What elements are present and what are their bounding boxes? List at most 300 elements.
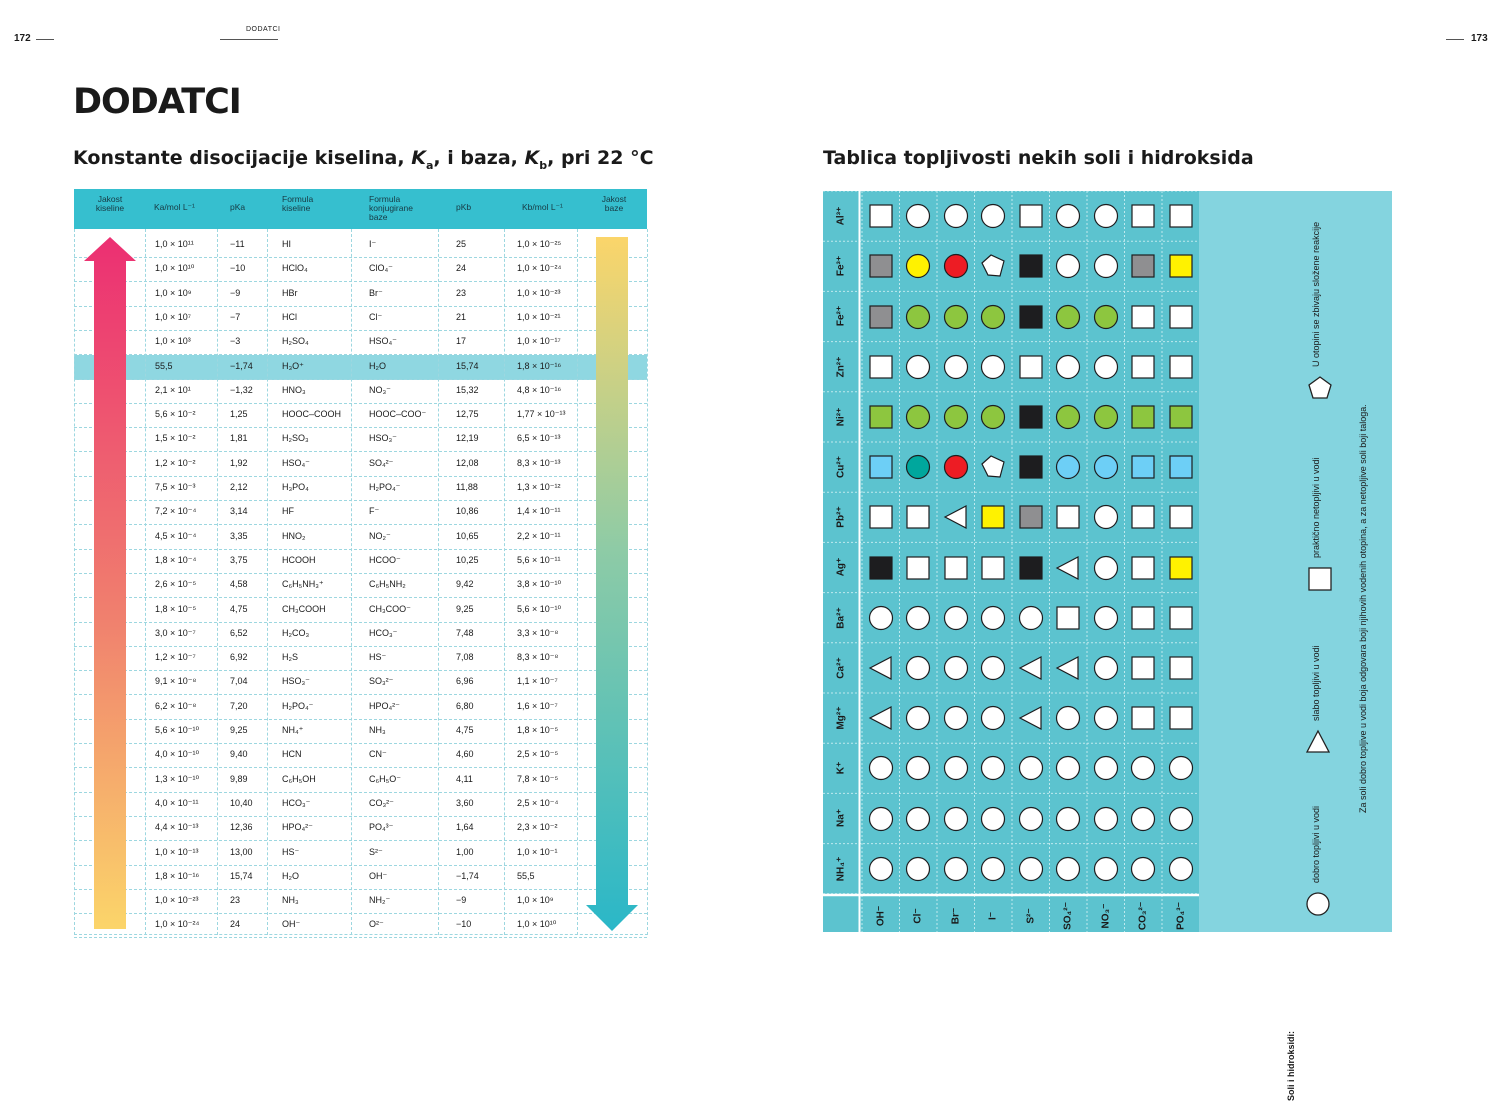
square-icon: [1168, 253, 1194, 279]
circle-icon: [980, 203, 1006, 229]
table-cell: NH₃: [282, 895, 299, 906]
circle-icon: [1055, 253, 1081, 279]
circle-icon: [1093, 354, 1119, 380]
circle-icon: [868, 856, 894, 882]
table-cell: HBr: [282, 287, 298, 298]
anion-label: Cl⁻: [912, 908, 924, 924]
table-cell: CH₃COOH: [282, 603, 326, 614]
table-cell: 4,4 × 10⁻¹³: [155, 822, 199, 833]
table-cell: −1,32: [230, 384, 253, 395]
table-cell: 9,1 × 10⁻⁸: [155, 676, 197, 687]
table-cell: HCO₃⁻: [369, 627, 398, 638]
table-cell: 1,81: [230, 433, 248, 444]
circle-icon: [1018, 806, 1044, 832]
square-icon: [1130, 404, 1156, 430]
table-cell: H₂SO₃: [282, 433, 309, 444]
cation-label: Ni²⁺: [835, 407, 847, 427]
circle-icon: [1055, 856, 1081, 882]
col-pkb: pKb: [456, 202, 472, 212]
circle-icon: [1093, 253, 1119, 279]
table-cell: NH₄⁺: [282, 725, 304, 735]
circle-icon: [1055, 304, 1081, 330]
table-cell: 1,0 × 10¹⁰: [155, 263, 195, 274]
table-cell: H₂O: [369, 360, 386, 371]
cation-label: Fe³⁺: [835, 256, 847, 277]
table-cell: 1,1 × 10⁻⁷: [517, 676, 558, 687]
right-page-rule: [1446, 39, 1464, 40]
anion-label: CO₃²⁻: [1137, 901, 1149, 931]
square-icon: [868, 555, 894, 581]
square-icon: [1018, 454, 1044, 480]
table-cell: 15,74: [456, 360, 479, 371]
circle-icon: [943, 655, 969, 681]
table-cell: 1,2 × 10⁻⁷: [155, 652, 196, 663]
base-strength-arrow: [584, 237, 640, 931]
circle-icon: [980, 655, 1006, 681]
table-cell: HNO₂: [282, 530, 306, 541]
cation-label: Pb²⁺: [835, 506, 847, 528]
pentagon-icon: [980, 454, 1006, 480]
square-icon: [1130, 454, 1156, 480]
square-icon: [1018, 354, 1044, 380]
square-icon: [1130, 504, 1156, 530]
legend-triangle-icon: [1305, 729, 1331, 755]
table-cell: 13,00: [230, 846, 253, 857]
square-icon: [1168, 304, 1194, 330]
circle-icon: [905, 454, 931, 480]
circle-icon: [905, 705, 931, 731]
triangle-icon: [1018, 655, 1044, 681]
table-cell: H₂O: [282, 870, 299, 881]
circle-icon: [1093, 856, 1119, 882]
table-cell: 15,32: [456, 384, 479, 395]
table-cell: 2,5 × 10⁻⁴: [517, 797, 559, 808]
table-cell: 1,4 × 10⁻¹¹: [517, 506, 561, 517]
table-cell: HCO₃⁻: [282, 797, 311, 808]
square-icon: [1130, 555, 1156, 581]
anion-label: OH⁻: [875, 905, 886, 927]
circle-icon: [943, 856, 969, 882]
square-icon: [1018, 253, 1044, 279]
cation-label: NH₄⁺: [835, 856, 847, 881]
table-cell: CN⁻: [369, 749, 387, 760]
circle-icon: [868, 755, 894, 781]
running-head: DODATCI: [246, 26, 281, 33]
table-cell: 1,0 × 10⁻¹: [517, 846, 558, 857]
legend-slightly: slabo topljivi u vodi: [1311, 645, 1321, 721]
table-cell: HCOOH: [282, 554, 316, 565]
table-cell: 4,11: [456, 773, 473, 784]
anion-label: I⁻: [987, 911, 999, 921]
anion-label: NO₃⁻: [1100, 903, 1111, 929]
table-cell: HS⁻: [369, 652, 387, 663]
square-icon: [868, 253, 894, 279]
table-cell: OH⁻: [369, 870, 388, 881]
cation-label: Ag⁺: [835, 558, 847, 577]
circle-icon: [1093, 203, 1119, 229]
circle-icon: [905, 203, 931, 229]
table-cell: 6,52: [230, 627, 248, 638]
table-cell: HCN: [282, 749, 302, 760]
table-cell: −3: [230, 336, 241, 347]
table-cell: 12,19: [456, 433, 479, 444]
circle-icon: [943, 404, 969, 430]
circle-icon: [980, 806, 1006, 832]
circle-icon: [1055, 354, 1081, 380]
circle-icon: [1093, 755, 1119, 781]
circle-icon: [980, 304, 1006, 330]
table-cell: 10,40: [230, 797, 253, 808]
table-cell: 17: [456, 336, 467, 347]
table-cell: 7,04: [230, 676, 248, 687]
table-cell: 7,8 × 10⁻⁵: [517, 773, 559, 784]
table-cell: NO₃⁻: [369, 384, 391, 395]
table-cell: Cl⁻: [369, 311, 383, 322]
col-ka: Ka/mol L⁻¹: [154, 202, 195, 212]
table-cell: HPO₄²⁻: [369, 700, 400, 711]
circle-icon: [1093, 504, 1119, 530]
table-cell: H₂CO₃: [282, 627, 310, 638]
table-cell: 23: [456, 287, 467, 298]
table-cell: −7: [230, 311, 241, 322]
table-cell: 23: [230, 895, 241, 906]
circle-icon: [905, 404, 931, 430]
table-cell: C₆H₅O⁻: [369, 773, 402, 784]
col-pka: pKa: [230, 202, 246, 212]
table-cell: 3,14: [230, 506, 248, 517]
circle-icon: [905, 856, 931, 882]
circle-icon: [943, 304, 969, 330]
square-icon: [1130, 354, 1156, 380]
legend-square-icon: [1307, 566, 1333, 592]
circle-icon: [905, 605, 931, 631]
left-page-rule: [36, 39, 54, 40]
circle-icon: [980, 705, 1006, 731]
table-cell: 1,0 × 10¹⁰: [517, 919, 557, 930]
circle-icon: [905, 304, 931, 330]
table-cell: 7,48: [456, 627, 474, 638]
cation-label: Ba²⁺: [835, 606, 847, 629]
table-cell: 4,0 × 10⁻¹¹: [155, 797, 199, 808]
table-cell: 3,60: [456, 797, 474, 808]
table-cell: 1,0 × 10⁹: [155, 287, 192, 298]
table-cell: HSO₃⁻: [369, 433, 397, 444]
legend-soluble: dobro topljivi u vodi: [1311, 805, 1321, 883]
table-cell: 1,8 × 10⁻¹⁶: [517, 360, 562, 371]
solubility-table: [823, 191, 1392, 1101]
table-cell: 1,3 × 10⁻¹²: [517, 482, 561, 492]
legend-heading: Soli i hidroksidi:: [1286, 1030, 1296, 1101]
table-cell: H₃PO₄: [282, 482, 309, 492]
right-section-title: Tablica topljivosti nekih soli i hidroksida: [823, 147, 1254, 169]
square-icon: [1018, 304, 1044, 330]
triangle-icon: [868, 705, 894, 731]
running-head-rule: [220, 39, 278, 40]
circle-icon: [1055, 806, 1081, 832]
table-cell: C₆H₅NH₃⁺: [282, 579, 324, 590]
square-icon: [1130, 304, 1156, 330]
table-cell: 1,5 × 10⁻²: [155, 433, 196, 444]
square-icon: [868, 304, 894, 330]
table-cell: 4,60: [456, 749, 474, 760]
legend-circle-icon: [1305, 891, 1331, 917]
table-cell: 1,0 × 10⁻²⁴: [517, 263, 562, 274]
col-kb: Kb/mol L⁻¹: [522, 202, 563, 212]
circle-icon: [943, 705, 969, 731]
table-cell: 1,0 × 10⁻²⁵: [517, 239, 562, 249]
table-cell: 6,96: [456, 676, 474, 687]
square-icon: [1168, 454, 1194, 480]
circle-icon: [980, 605, 1006, 631]
circle-icon: [1055, 404, 1081, 430]
circle-icon: [943, 755, 969, 781]
table-cell: H₂PO₄⁻: [282, 700, 314, 711]
circle-icon: [1093, 655, 1119, 681]
circle-icon: [905, 755, 931, 781]
col-divider: [267, 229, 268, 935]
table-cell: 2,5 × 10⁻⁵: [517, 749, 559, 760]
square-icon: [1168, 555, 1194, 581]
table-cell: 1,0 × 10⁻²⁴: [155, 919, 200, 930]
circle-icon: [868, 605, 894, 631]
circle-icon: [980, 755, 1006, 781]
table-cell: 5,6 × 10⁻²: [155, 409, 196, 420]
square-icon: [1055, 605, 1081, 631]
table-cell: HI: [282, 239, 291, 249]
col-divider: [145, 229, 146, 935]
square-icon: [905, 504, 931, 530]
table-cell: −11: [230, 239, 245, 249]
table-cell: 1,8 × 10⁻⁵: [517, 725, 559, 735]
table-cell: 1,0 × 10⁻²³: [517, 287, 561, 298]
table-cell: 25: [456, 239, 467, 249]
triangle-icon: [1018, 705, 1044, 731]
table-cell: HCl: [282, 311, 297, 322]
table-cell: Br⁻: [369, 287, 383, 298]
table-cell: 3,3 × 10⁻⁸: [517, 627, 559, 638]
square-icon: [868, 454, 894, 480]
table-cell: HClO₄: [282, 263, 308, 274]
table-cell: SO₄²⁻: [369, 457, 394, 468]
table-cell: 4,8 × 10⁻¹⁶: [517, 384, 562, 395]
table-cell: 9,42: [456, 579, 474, 590]
circle-icon: [1093, 705, 1119, 731]
circle-icon: [1018, 856, 1044, 882]
table-cell: 7,2 × 10⁻⁴: [155, 506, 197, 517]
square-icon: [1130, 253, 1156, 279]
cation-label: Na⁺: [835, 809, 847, 828]
cation-label: K⁺: [835, 761, 847, 775]
right-page-number: 173: [1471, 33, 1488, 44]
legend-complex: U otopini se zbivaju složene reakcije: [1311, 221, 1321, 367]
table-cell: H₂PO₄⁻: [369, 482, 401, 492]
table-cell: 1,00: [456, 846, 474, 857]
circle-icon: [1055, 203, 1081, 229]
col-divider: [217, 229, 218, 935]
table-cell: CH₃COO⁻: [369, 603, 411, 614]
table-cell: 24: [456, 263, 467, 274]
table-cell: 12,75: [456, 409, 479, 420]
triangle-icon: [1055, 555, 1081, 581]
triangle-icon: [868, 655, 894, 681]
table-cell: 11,88: [456, 482, 478, 492]
circle-icon: [980, 856, 1006, 882]
circle-icon: [1130, 856, 1156, 882]
table-cell: F⁻: [369, 506, 380, 517]
table-cell: HNO₃: [282, 384, 306, 395]
left-section-title: Konstante disocijacije kiselina, $K_a$, i baza, $K_b$, pri 22 °C: [73, 147, 654, 172]
anion-label: SO₄²⁻: [1062, 902, 1074, 930]
table-cell: −9: [230, 287, 241, 298]
table-cell: H₂S: [282, 652, 298, 663]
circle-icon: [943, 203, 969, 229]
left-page-number: 172: [14, 33, 31, 44]
table-cell: C₆H₅NH₂: [369, 579, 406, 590]
col-base-formula: Formula konjugirane baze: [369, 194, 413, 222]
square-icon: [905, 555, 931, 581]
table-cell: 5,6 × 10⁻¹⁰: [517, 603, 562, 614]
square-icon: [1168, 354, 1194, 380]
square-icon: [1168, 655, 1194, 681]
square-icon: [1130, 605, 1156, 631]
square-icon: [1018, 504, 1044, 530]
table-cell: OH⁻: [282, 919, 301, 930]
square-icon: [1055, 504, 1081, 530]
table-cell: −10: [456, 919, 472, 930]
circle-icon: [905, 806, 931, 832]
circle-icon: [1168, 856, 1194, 882]
col-base-strength: Jakost baze: [601, 194, 627, 213]
table-cell: 1,25: [230, 409, 248, 420]
table-cell: NH₃: [369, 725, 386, 735]
table-cell: 1,8 × 10⁻⁵: [155, 603, 197, 614]
circle-icon: [1018, 755, 1044, 781]
circle-icon: [1093, 806, 1119, 832]
square-icon: [1018, 555, 1044, 581]
table-cell: 1,0 × 10⁷: [155, 311, 192, 322]
table-cell: 10,25: [456, 554, 479, 565]
table-cell: 4,5 × 10⁻⁴: [155, 530, 197, 541]
table-frame: [74, 229, 648, 935]
table-cell: HF: [282, 506, 294, 517]
table-cell: 1,2 × 10⁻²: [155, 457, 196, 468]
table-cell: 2,3 × 10⁻²: [517, 822, 558, 833]
circle-icon: [905, 253, 931, 279]
page-title: DODATCI: [73, 82, 241, 122]
square-icon: [868, 354, 894, 380]
circle-icon: [943, 253, 969, 279]
table-cell: HSO₄⁻: [282, 457, 310, 468]
circle-icon: [905, 354, 931, 380]
anion-label: PO₄³⁻: [1175, 902, 1186, 930]
square-icon: [1130, 203, 1156, 229]
table-cell: 9,25: [230, 725, 248, 735]
circle-icon: [1018, 605, 1044, 631]
square-icon: [1168, 705, 1194, 731]
square-icon: [1018, 203, 1044, 229]
table-cell: 1,0 × 10⁻¹³: [155, 846, 199, 857]
table-cell: 3,8 × 10⁻¹⁰: [517, 579, 562, 590]
table-cell: 9,40: [230, 749, 248, 760]
table-cell: HSO₃⁻: [282, 676, 310, 687]
circle-icon: [980, 404, 1006, 430]
col-divider: [504, 229, 505, 935]
circle-icon: [943, 454, 969, 480]
pentagon-icon: [980, 253, 1006, 279]
table-cell: ClO₄⁻: [369, 263, 393, 274]
table-cell: −1,74: [230, 360, 253, 371]
circle-icon: [1093, 605, 1119, 631]
dissociation-constants-table: [74, 189, 647, 935]
col-divider: [577, 229, 578, 935]
table-cell: −10: [230, 263, 246, 274]
table-cell: 2,12: [230, 482, 248, 492]
square-icon: [980, 555, 1006, 581]
cation-label: Fe²⁺: [835, 306, 847, 327]
square-icon: [1018, 404, 1044, 430]
cation-label: Ca²⁺: [835, 657, 847, 679]
table-cell: PO₄³⁻: [369, 822, 394, 833]
circle-icon: [1093, 304, 1119, 330]
table-cell: 1,8 × 10⁻¹⁶: [155, 870, 200, 881]
table-cell: 7,20: [230, 700, 248, 711]
table-cell: 5,6 × 10⁻¹¹: [517, 554, 561, 565]
table-cell: NO₂⁻: [369, 530, 391, 541]
square-icon: [1168, 605, 1194, 631]
table-cell: 9,25: [456, 603, 474, 614]
circle-icon: [1130, 806, 1156, 832]
table-cell: C₆H₅OH: [282, 773, 316, 784]
table-cell: 6,92: [230, 652, 248, 663]
triangle-icon: [943, 504, 969, 530]
square-icon: [868, 203, 894, 229]
col-divider: [351, 229, 352, 935]
table-cell: I⁻: [369, 239, 377, 249]
table-cell: 4,58: [230, 579, 248, 590]
table-cell: HSO₄⁻: [369, 336, 397, 347]
circle-icon: [1093, 404, 1119, 430]
table-cell: 6,80: [456, 700, 474, 711]
table-cell: 6,5 × 10⁻¹³: [517, 433, 561, 444]
table-cell: HOOC–COOH: [282, 409, 342, 420]
table-cell: NH₂⁻: [369, 895, 391, 906]
table-cell: 1,0 × 10⁹: [517, 895, 554, 906]
legend-note: Za soli dobro topljive u vodi boja odgovara boji njihovih vodenih otopina, a za netopljive soli boji taloga.: [1358, 404, 1368, 813]
table-cell: 4,75: [456, 725, 474, 735]
table-cell: 1,64: [456, 822, 474, 833]
table-cell: 1,6 × 10⁻⁷: [517, 700, 558, 711]
table-cell: H₃O⁺: [282, 360, 304, 371]
cation-label: Mg²⁺: [835, 706, 847, 730]
table-cell: 1,3 × 10⁻¹⁰: [155, 773, 200, 784]
cation-label: Cu²⁺: [835, 456, 847, 478]
table-cell: 2,6 × 10⁻⁵: [155, 579, 197, 590]
circle-icon: [1168, 806, 1194, 832]
col-acid-strength: Jakost kiseline: [95, 194, 125, 213]
circle-icon: [943, 806, 969, 832]
table-cell: 55,5: [155, 360, 173, 371]
table-cell: 1,77 × 10⁻¹³: [517, 409, 566, 420]
table-cell: 12,36: [230, 822, 253, 833]
table-cell: 9,89: [230, 773, 248, 784]
square-icon: [1168, 203, 1194, 229]
square-icon: [1168, 404, 1194, 430]
table-cell: 2,2 × 10⁻¹¹: [517, 530, 561, 541]
table-cell: 24: [230, 919, 241, 930]
table-cell: 1,8 × 10⁻⁴: [155, 554, 197, 565]
table-cell: 4,75: [230, 603, 248, 614]
square-icon: [868, 504, 894, 530]
